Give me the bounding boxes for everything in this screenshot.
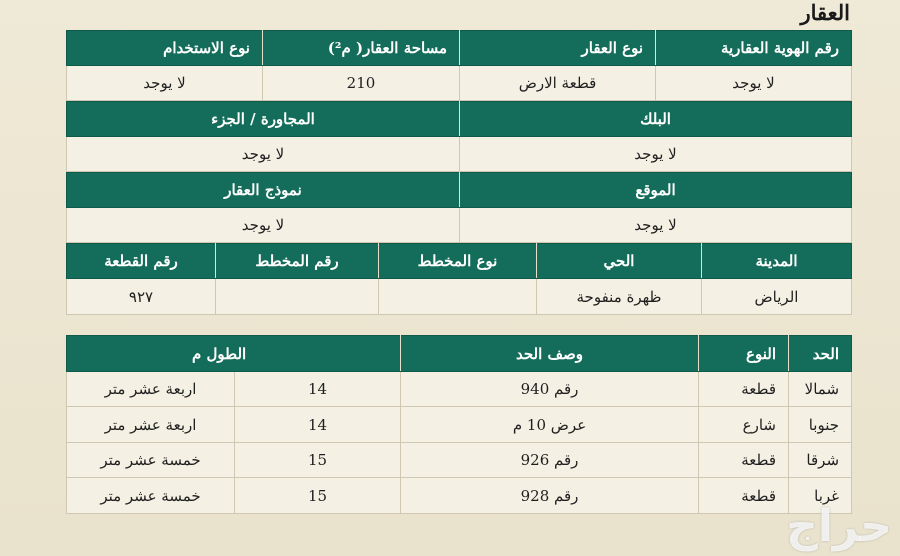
location-table — [66, 172, 852, 243]
boundary-side: جنوبا — [789, 407, 852, 443]
boundaries-table — [66, 335, 852, 514]
boundary-desc: رقم 928 — [401, 478, 699, 514]
boundary-type: قطعة — [699, 443, 789, 478]
property-info-table — [66, 30, 852, 101]
boundary-length-words: اربعة عشر متر — [67, 372, 235, 407]
boundary-type: شارع — [699, 407, 789, 443]
value-plan-number — [216, 279, 379, 315]
boundary-length-number: 14 — [235, 407, 401, 443]
boundary-length-number: 15 — [235, 478, 401, 514]
header-property-area: مساحة العقار( م²) — [263, 31, 460, 66]
header-boundary-length: الطول م — [67, 336, 401, 372]
header-district: الحي — [537, 244, 702, 279]
boundary-length-number: 15 — [235, 443, 401, 478]
value-plan-type — [379, 279, 537, 315]
value-usage-type: لا يوجد — [67, 66, 263, 101]
value-location: لا يوجد — [460, 208, 852, 243]
value-property-type: قطعة الارض — [460, 66, 656, 101]
boundary-side: شرقا — [789, 443, 852, 478]
value-neighborhood-part: لا يوجد — [67, 137, 460, 172]
boundary-length-number: 14 — [235, 372, 401, 407]
boundary-desc: رقم 926 — [401, 443, 699, 478]
header-boundary-type: النوع — [699, 336, 789, 372]
header-block: البلك — [460, 102, 852, 137]
section-title: العقار — [800, 0, 850, 25]
header-city: المدينة — [702, 244, 852, 279]
header-plan-number: رقم المخطط — [216, 244, 379, 279]
table-row — [67, 372, 852, 407]
table-row — [67, 478, 852, 514]
boundary-desc: رقم 940 — [401, 372, 699, 407]
table-row — [67, 443, 852, 478]
header-plot-number: رقم القطعة — [67, 244, 216, 279]
table-row — [67, 407, 852, 443]
value-property-id: لا يوجد — [656, 66, 852, 101]
watermark-logo: حراج — [786, 501, 892, 552]
value-property-model: لا يوجد — [67, 208, 460, 243]
boundary-type: قطعة — [699, 372, 789, 407]
header-property-model: نموذج العقار — [67, 173, 460, 208]
header-plan-type: نوع المخطط — [379, 244, 537, 279]
boundary-type: قطعة — [699, 478, 789, 514]
value-plot-number: ٩٢٧ — [67, 279, 216, 315]
boundary-side: شمالا — [789, 372, 852, 407]
boundary-side: غربا — [789, 478, 852, 514]
value-block: لا يوجد — [460, 137, 852, 172]
header-property-type: نوع العقار — [460, 31, 656, 66]
block-table — [66, 101, 852, 172]
header-boundary-desc: وصف الحد — [401, 336, 699, 372]
header-neighborhood-part: المجاورة / الجزء — [67, 102, 460, 137]
header-boundary-side: الحد — [789, 336, 852, 372]
value-district: ظهرة منفوحة — [537, 279, 702, 315]
value-city: الرياض — [702, 279, 852, 315]
plan-table — [66, 243, 852, 315]
header-location: الموقع — [460, 173, 852, 208]
value-property-area: 210 — [263, 66, 460, 101]
header-usage-type: نوع الاستخدام — [67, 31, 263, 66]
boundary-length-words: اربعة عشر متر — [67, 407, 235, 443]
header-property-id: رقم الهوية العقارية — [656, 31, 852, 66]
boundary-desc: عرض 10 م — [401, 407, 699, 443]
boundary-length-words: خمسة عشر متر — [67, 478, 235, 514]
boundary-length-words: خمسة عشر متر — [67, 443, 235, 478]
